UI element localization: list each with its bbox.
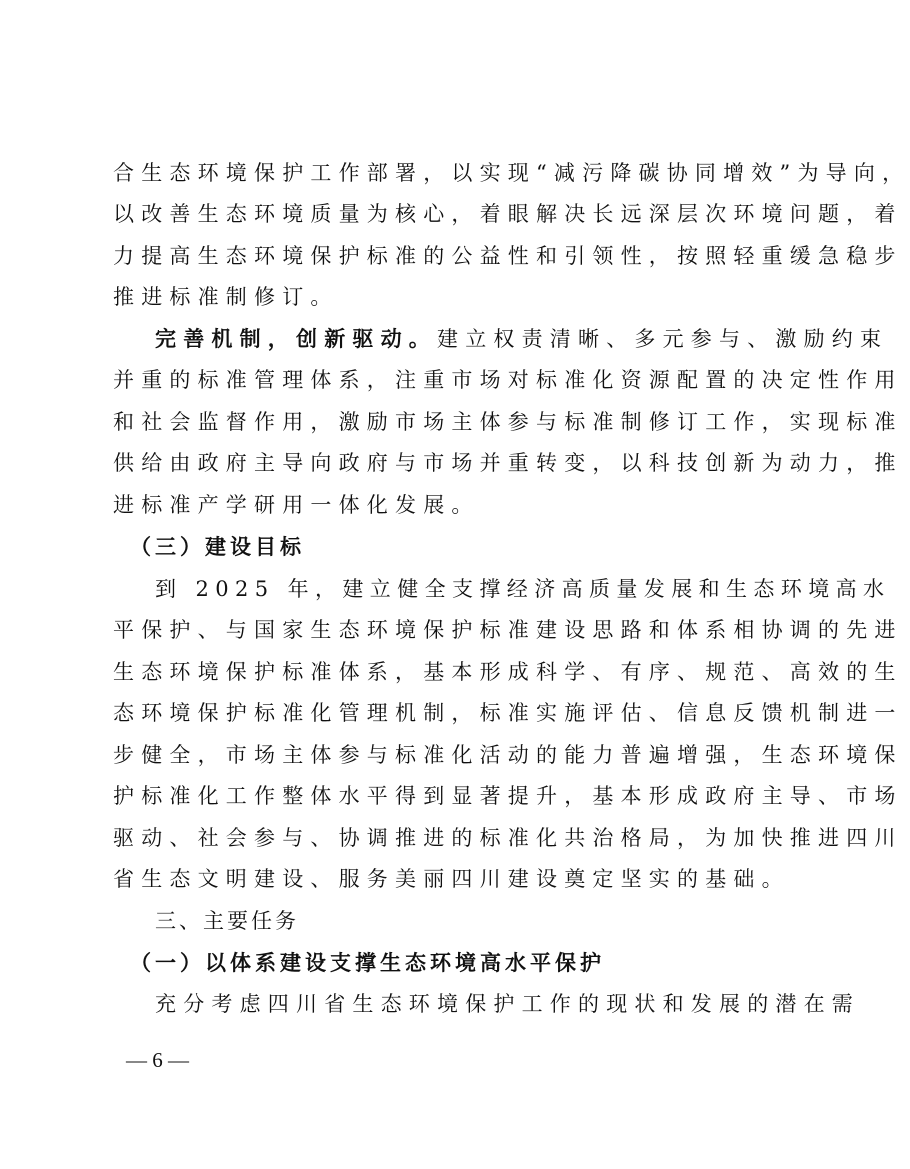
section-heading: 三、主要任务	[155, 909, 299, 933]
body-line: 步健全，市场主体参与标准化活动的能力普遍增强，生态环境保	[113, 743, 903, 767]
body-line: 省生态文明建设、服务美丽四川建设奠定坚实的基础。	[113, 867, 790, 891]
body-line: 推进标准制修订。	[113, 285, 339, 309]
body-line: 进标准产学研用一体化发展。	[113, 493, 480, 517]
body-line: 合生态环境保护工作部署，以实现“减污降碳协同增效”为导向，	[113, 161, 910, 185]
subheading-goals: （三）建设目标	[130, 534, 305, 559]
body-line: 和社会监督作用，激励市场主体参与标准制修订工作，实现标准	[113, 410, 903, 434]
body-line: 平保护、与国家生态环境保护标准建设思路和体系相协调的先进	[113, 618, 903, 642]
paragraph-first-line	[155, 324, 889, 354]
paragraph-first-line: 充分考虑四川省生态环境保护工作的现状和发展的潜在需	[155, 992, 860, 1016]
paragraph-first-line: 到 2025 年，建立健全支撑经济高质量发展和生态环境高水	[155, 577, 891, 601]
body-line: 生态环境保护标准体系，基本形成科学、有序、规范、高效的生	[113, 660, 903, 684]
body-line: 态环境保护标准化管理机制，标准实施评估、信息反馈机制进一	[113, 701, 903, 725]
body-text: 建立权责清晰、多元参与、激励约束	[437, 327, 889, 351]
body-line: 供给由政府主导向政府与市场并重转变，以科技创新为动力，推	[113, 451, 903, 475]
page-number: — 6 —	[126, 1048, 189, 1072]
body-line: 力提高生态环境保护标准的公益性和引领性，按照轻重缓急稳步	[113, 244, 903, 268]
subsection-heading: （一）以体系建设支撑生态环境高水平保护	[130, 950, 605, 975]
body-line: 护标准化工作整体水平得到显著提升，基本形成政府主导、市场	[113, 784, 903, 808]
body-line: 以改善生态环境质量为核心，着眼解决长远深层次环境问题，着	[113, 202, 903, 226]
bold-lead-text: 完善机制，创新驱动。	[155, 326, 437, 351]
body-line: 驱动、社会参与、协调推进的标准化共治格局，为加快推进四川	[113, 826, 903, 850]
body-line: 并重的标准管理体系，注重市场对标准化资源配置的决定性作用	[113, 368, 903, 392]
